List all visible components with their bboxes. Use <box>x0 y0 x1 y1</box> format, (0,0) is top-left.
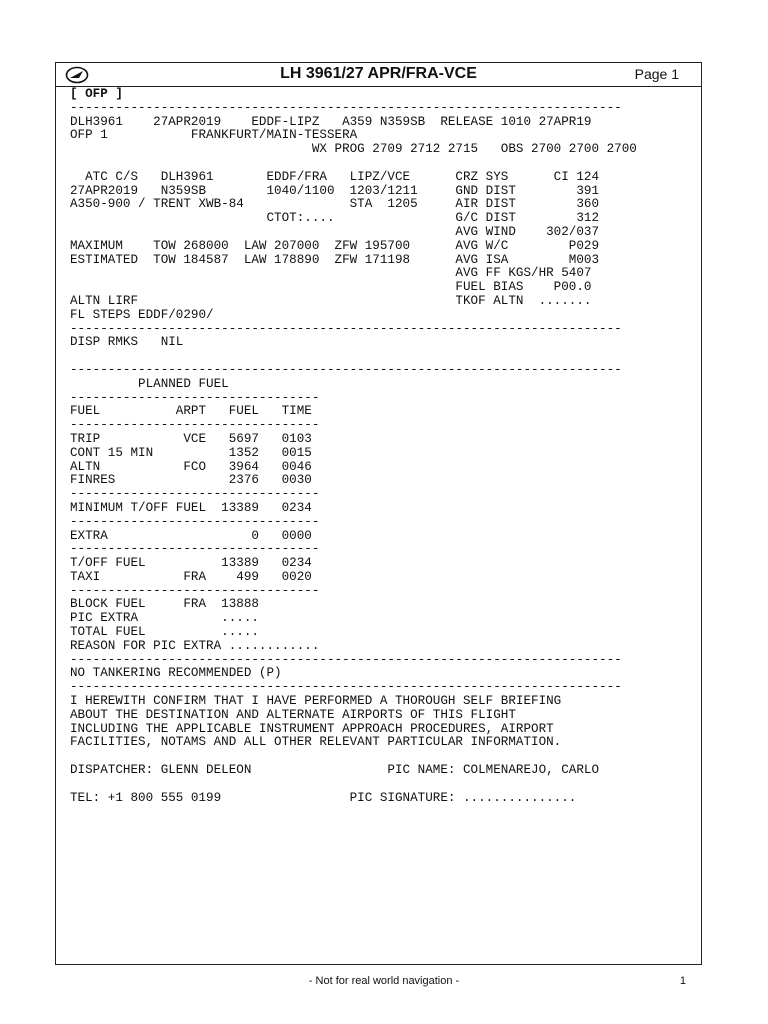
ofp-line: 27APR2019 N359SB 1040/1100 1203/1211 GND DIST 391 <box>70 183 600 198</box>
separator-line: ------------------------------------------------------------------------- <box>70 321 622 336</box>
ofp-body <box>70 88 637 805</box>
separator-line: --------------------------------- <box>70 514 320 529</box>
ofp-line: ALTN FCO 3964 0046 <box>70 459 312 474</box>
document-header <box>56 63 701 87</box>
separator-line: ------------------------------------------------------------------------- <box>70 100 622 115</box>
ofp-line: FUEL ARPT FUEL TIME <box>70 404 312 419</box>
ofp-line: TOTAL FUEL ..... <box>70 625 259 640</box>
ofp-line: NO TANKERING RECOMMENDED (P) <box>70 666 282 681</box>
ofp-tag: [ OFP ] <box>70 87 123 101</box>
ofp-line: MINIMUM T/OFF FUEL 13389 0234 <box>70 500 312 515</box>
separator-line: ------------------------------------------------------------------------- <box>70 362 622 377</box>
ofp-line: TEL: +1 800 555 0199 PIC SIGNATURE: ............... <box>70 790 577 805</box>
ofp-line: ABOUT THE DESTINATION AND ALTERNATE AIRPORTS OF THIS FLIGHT <box>70 707 516 722</box>
ofp-line: I HEREWITH CONFIRM THAT I HAVE PERFORMED A THOROUGH SELF BRIEFING <box>70 694 562 709</box>
ofp-line: OFP 1 FRANKFURT/MAIN-TESSERA <box>70 128 358 143</box>
ofp-line: AVG FF KGS/HR 5407 <box>70 266 592 281</box>
ofp-line: FL STEPS EDDF/0290/ <box>70 307 214 322</box>
separator-line: --------------------------------- <box>70 487 320 502</box>
ofp-line: TAXI FRA 499 0020 <box>70 569 312 584</box>
ofp-line: EXTRA 0 0000 <box>70 528 312 543</box>
separator-line: --------------------------------- <box>70 583 320 598</box>
separator-line: ------------------------------------------------------------------------- <box>70 652 622 667</box>
separator-line: ------------------------------------------------------------------------- <box>70 680 622 695</box>
ofp-document-frame <box>55 62 702 965</box>
ofp-line: AVG WIND 302/037 <box>70 224 600 239</box>
ofp-line: MAXIMUM TOW 268000 LAW 207000 ZFW 195700 AVG W/C P029 <box>70 238 600 253</box>
ofp-line: PIC EXTRA ..... <box>70 611 259 626</box>
ofp-line: INCLUDING THE APPLICABLE INSTRUMENT APPROACH PROCEDURES, AIRPORT <box>70 721 554 736</box>
ofp-line: DISP RMKS NIL <box>70 335 184 350</box>
ofp-line: FACILITIES, NOTAMS AND ALL OTHER RELEVANT PARTICULAR INFORMATION. <box>70 735 562 750</box>
ofp-line: PLANNED FUEL <box>70 376 229 391</box>
ofp-line: ATC C/S DLH3961 EDDF/FRA LIPZ/VCE CRZ SYS CI 124 <box>70 169 600 184</box>
ofp-line: A350-900 / TRENT XWB-84 STA 1205 AIR DIST 360 <box>70 197 600 212</box>
ofp-line: REASON FOR PIC EXTRA ............ <box>70 638 320 653</box>
ofp-line: DLH3961 27APR2019 EDDF-LIPZ A359 N359SB RELEASE 1010 27APR19 <box>70 114 592 129</box>
flight-title: LH 3961/27 APR/FRA-VCE <box>280 65 477 82</box>
footer-page-number: 1 <box>679 975 686 987</box>
ofp-line: T/OFF FUEL 13389 0234 <box>70 556 312 571</box>
ofp-line: DISPATCHER: GLENN DELEON PIC NAME: COLMENAREJO, CARLO <box>70 763 600 778</box>
ofp-line: ALTN LIRF TKOF ALTN ....... <box>70 293 592 308</box>
ofp-line: FUEL BIAS P00.0 <box>70 280 592 295</box>
ofp-line: WX PROG 2709 2712 2715 OBS 2700 2700 2700 <box>70 142 637 157</box>
ofp-line: ESTIMATED TOW 184587 LAW 178890 ZFW 171198 AVG ISA M003 <box>70 252 600 267</box>
footer-note: - Not for real world navigation - <box>308 975 460 987</box>
ofp-line: CTOT:.... G/C DIST 312 <box>70 211 600 226</box>
separator-line: --------------------------------- <box>70 542 320 557</box>
separator-line: --------------------------------- <box>70 418 320 433</box>
separator-line: --------------------------------- <box>70 390 320 405</box>
ofp-line: CONT 15 MIN 1352 0015 <box>70 445 312 460</box>
ofp-line: TRIP VCE 5697 0103 <box>70 431 312 446</box>
ofp-line: FINRES 2376 0030 <box>70 473 312 488</box>
ofp-line: BLOCK FUEL FRA 13888 <box>70 597 259 612</box>
page-label: Page 1 <box>634 66 679 82</box>
